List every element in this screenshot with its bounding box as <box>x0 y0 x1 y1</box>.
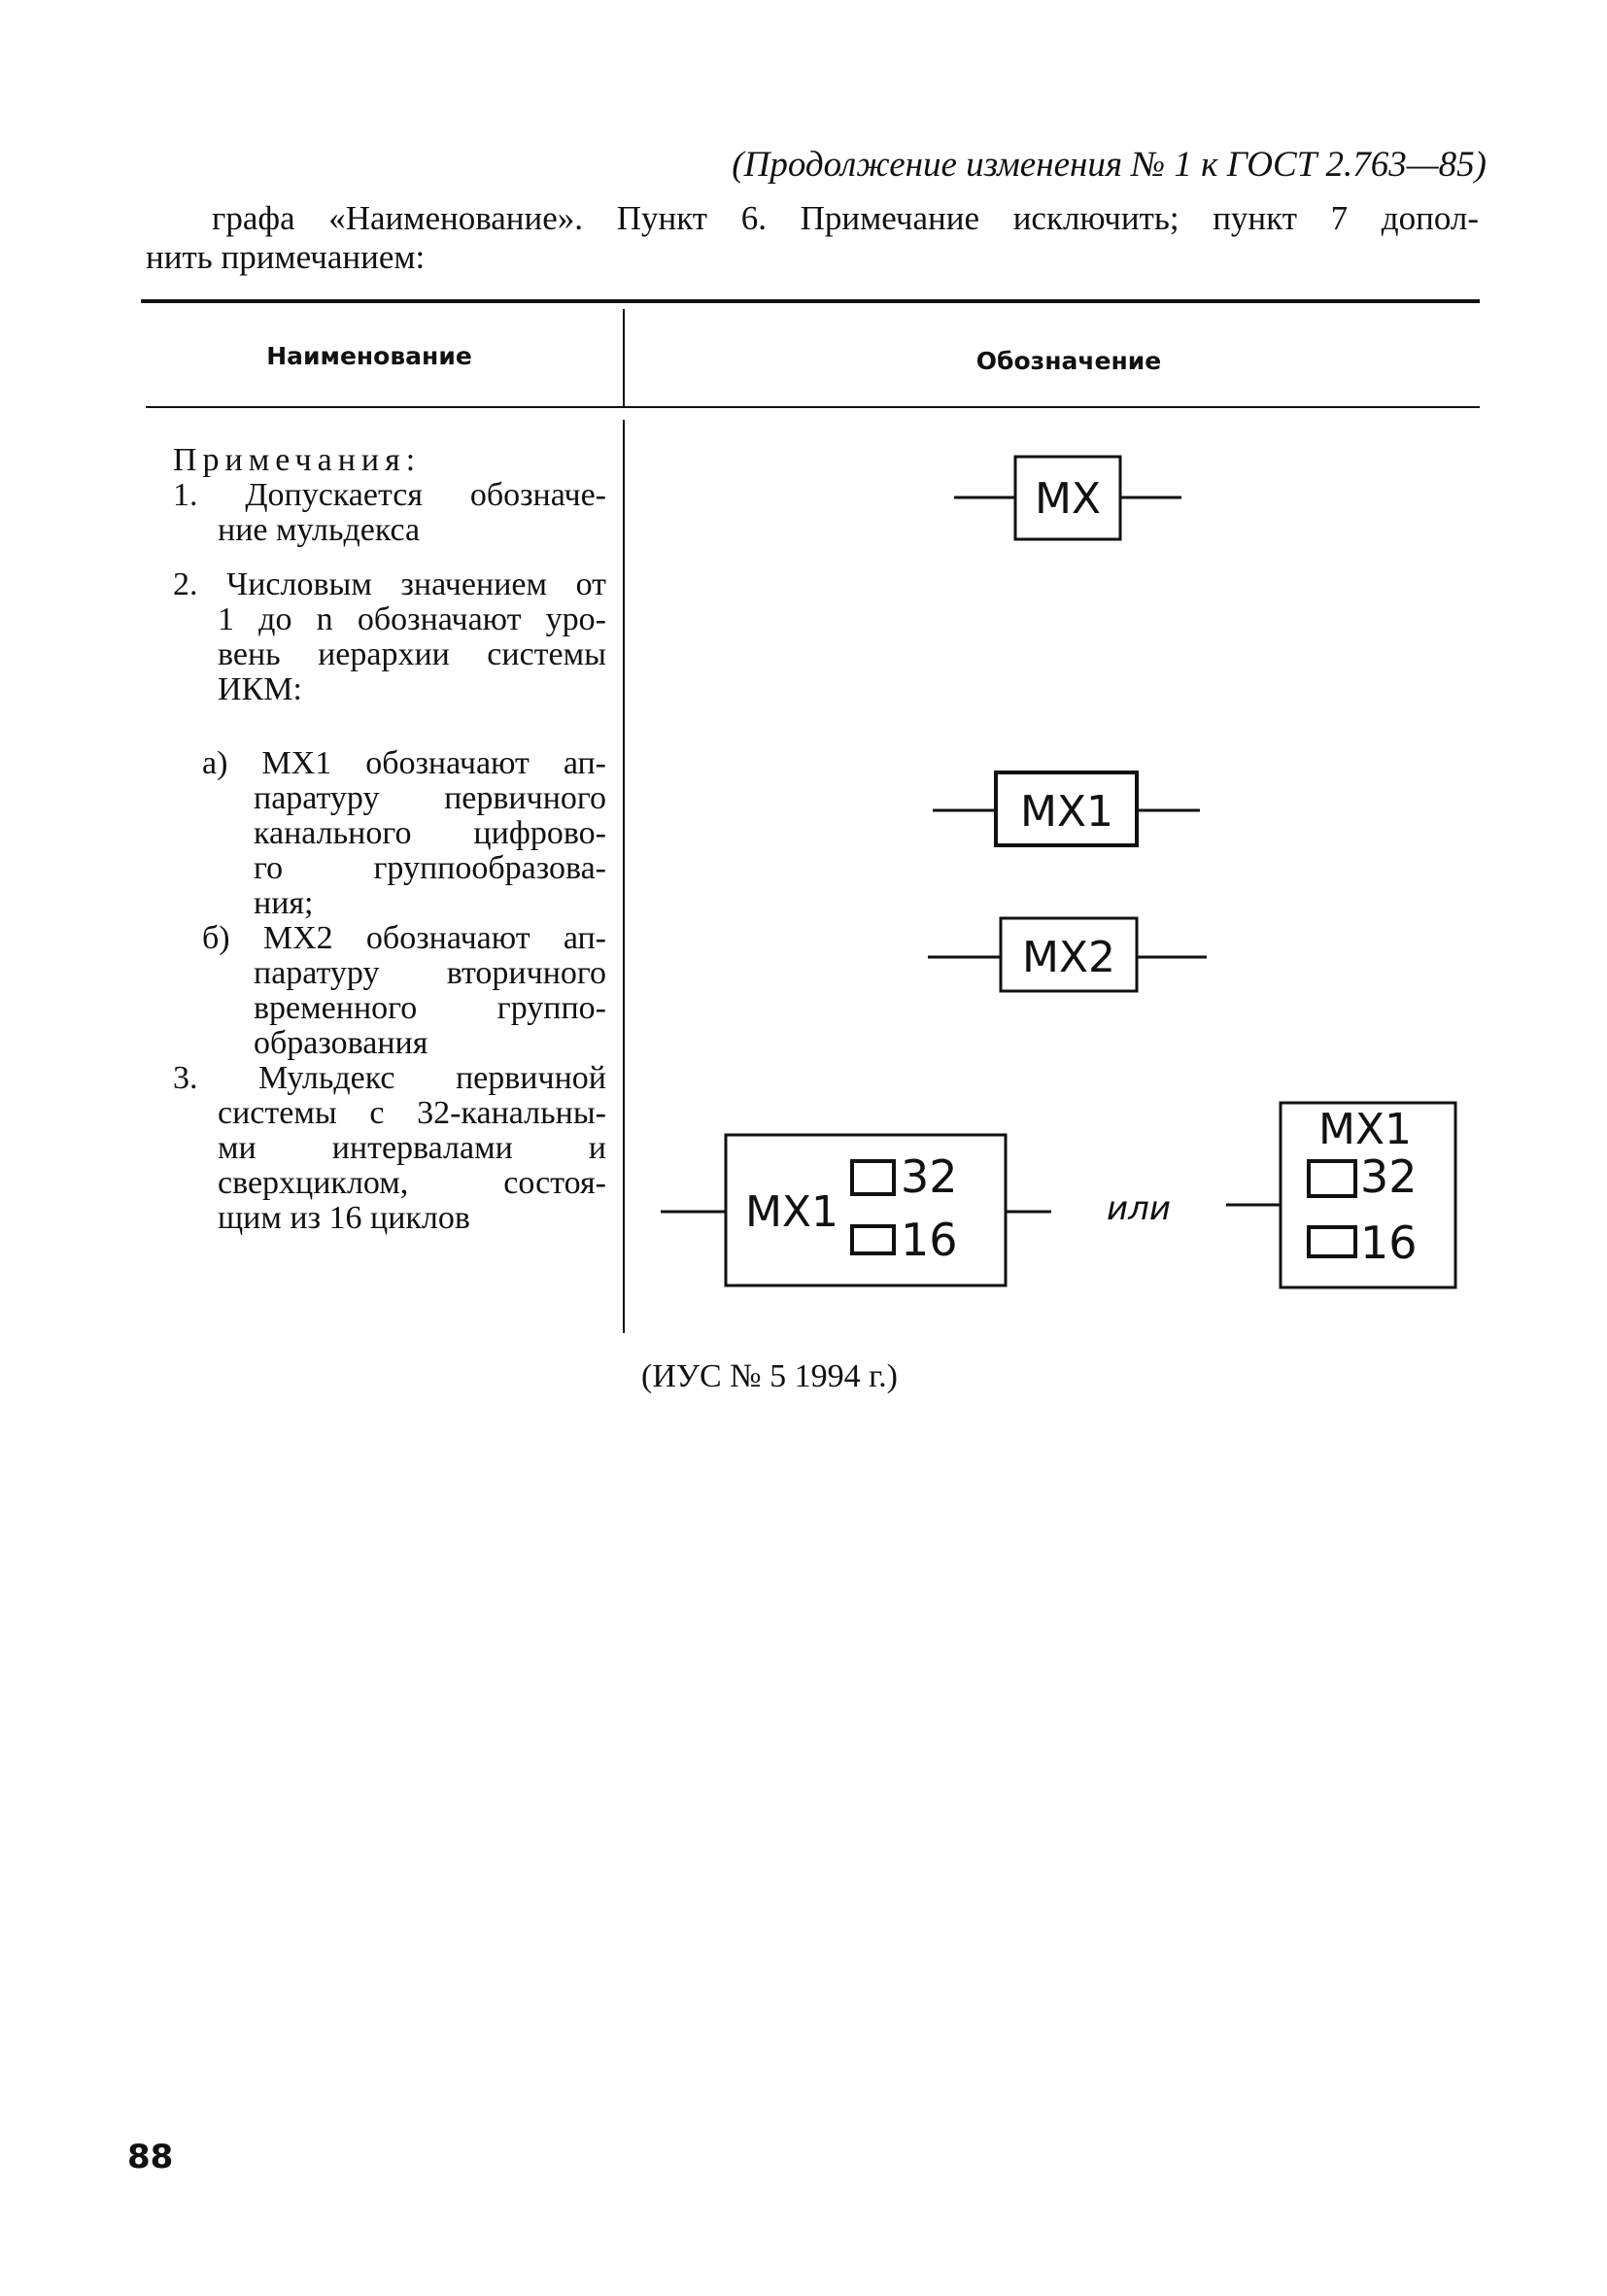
superframe-count-b: 32 <box>1360 1150 1418 1203</box>
note-2b-line: образования <box>254 1025 428 1061</box>
mx1-frame-symbol-a <box>661 1135 1051 1285</box>
note-1-line: 1. Допускается обозначе- <box>173 477 606 513</box>
intro-line-2: нить примечанием: <box>146 238 426 276</box>
note-3-line: 3. Мульдекс первичной <box>173 1060 606 1096</box>
superframe-count-a: 32 <box>901 1150 958 1203</box>
frame-count-a: 16 <box>901 1214 958 1266</box>
mx-symbol-label: МХ <box>1034 474 1102 524</box>
mx1-frame-a-label: МХ1 <box>744 1187 839 1237</box>
note-3-line: ми интервалами и <box>218 1130 606 1166</box>
note-3-line: сверхциклом, состоя- <box>218 1165 606 1201</box>
note-2b-line: паратуру вторичного <box>254 955 606 991</box>
note-3-line: щим из 16 циклов <box>218 1200 470 1236</box>
note-2-line: 1 до n обозначают уро- <box>218 601 606 637</box>
note-2a-line: го группообразова- <box>254 850 606 886</box>
column-header-symbol: Обозначение <box>975 347 1162 375</box>
continuation-header: (Продолжение изменения № 1 к ГОСТ 2.763—85) <box>732 145 1487 185</box>
note-2b-line: б) МХ2 обозначают ап- <box>202 920 606 956</box>
note-2-line: ИКМ: <box>218 671 302 707</box>
note-2a-line: канального цифрово- <box>254 815 606 851</box>
or-separator: или <box>1107 1189 1171 1228</box>
source-reference: (ИУС № 5 1994 г.) <box>641 1358 898 1394</box>
page-number: 88 <box>127 2138 174 2176</box>
note-2a-line: паратуру первичного <box>254 780 606 816</box>
mx1-symbol-label: МХ1 <box>1019 787 1114 837</box>
mx1-frame-b-label: МХ1 <box>1317 1105 1413 1154</box>
note-3-line: системы с 32-канальны- <box>218 1095 606 1131</box>
note-2a-line: ния; <box>254 885 314 921</box>
note-2a-line: а) МХ1 обозначают ап- <box>202 745 606 781</box>
frame-count-b: 16 <box>1360 1217 1418 1269</box>
intro-line-1: графа «Наименование». Пункт 6. Примечание исключить; пункт 7 допол- <box>212 199 1479 237</box>
notes-title: Примечания: <box>173 442 422 478</box>
note-2b-line: временного группо- <box>254 990 606 1026</box>
note-2-line: 2. Числовым значением от <box>173 566 606 602</box>
note-2-line: вень иерархии системы <box>218 636 606 672</box>
note-1-line: ние мульдекса <box>218 512 421 548</box>
column-header-name: Наименование <box>266 342 472 370</box>
mx2-symbol-label: МХ2 <box>1021 933 1116 982</box>
